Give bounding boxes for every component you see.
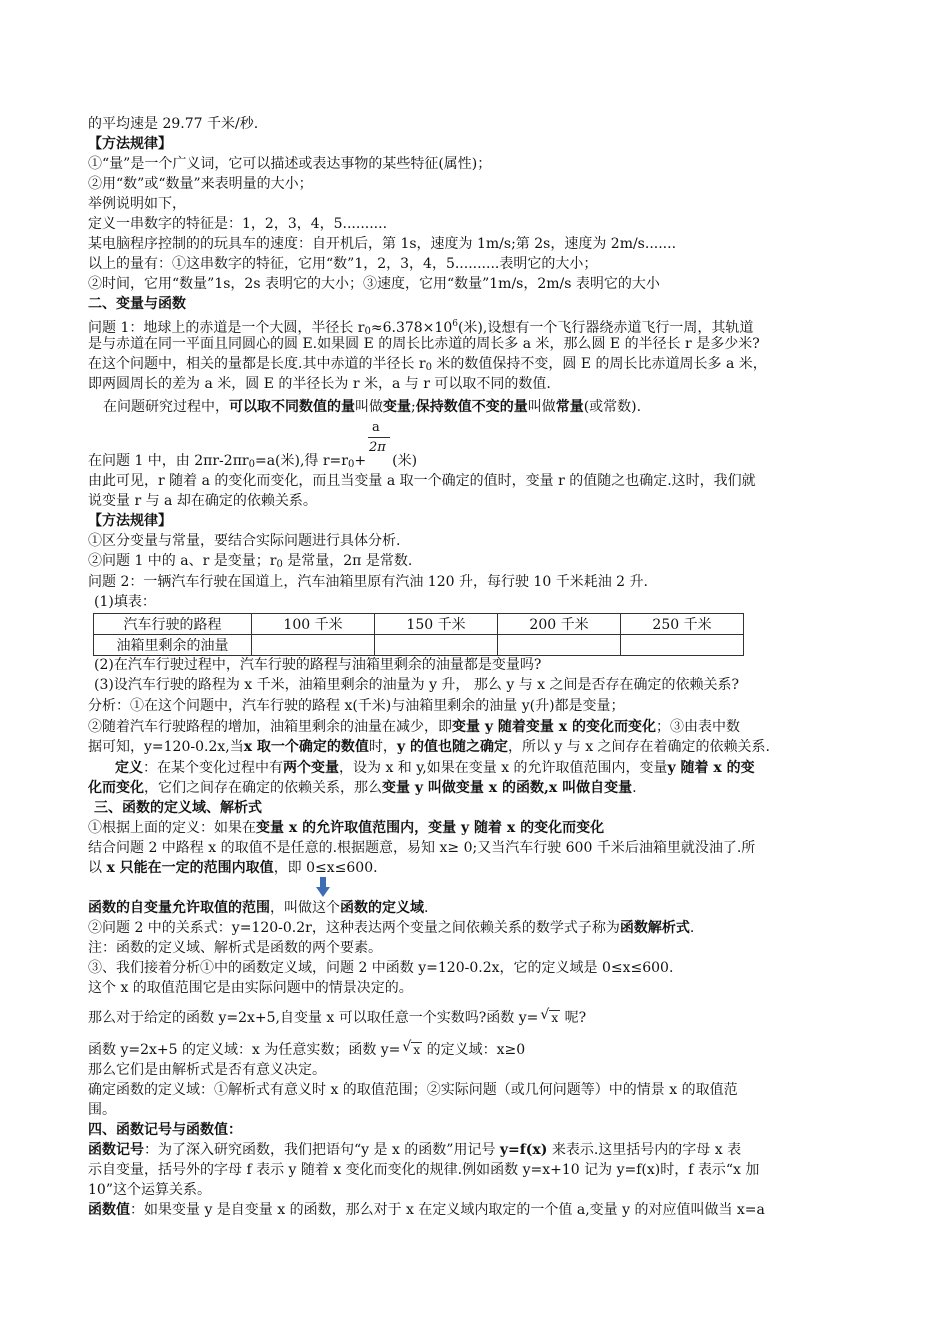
table-cell	[621, 635, 744, 656]
text-line: 由此可见，r 随着 a 的变化而变化，而且当变量 a 取一个确定的值时，变量 r 的值随之也确定.这时，我们就	[88, 473, 756, 489]
definition-line: 定义：在某个变化过程中有两个变量，设为 x 和 y,如果在变量 x 的允许取值范围内，变量y 随着 x 的变	[115, 760, 755, 776]
text-line: (2)在汽车行驶过程中，汽车行驶的路程与油箱里剩余的油量都是变量吗?	[94, 657, 542, 673]
text-line: 结合问题 2 中路程 x 的取值不是任意的.根据题意，易知 x≥ 0;又当汽车行驶 600 千米后油箱里就没油了.所	[88, 840, 756, 856]
table-cell: 汽车行驶的路程	[94, 614, 252, 635]
section-heading: 【方法规律】	[88, 513, 172, 529]
text-line: 即两圆周长的差为 a 米，圆 E 的半径长为 r 米，a 与 r 可以取不同的数值.	[88, 376, 551, 392]
text-line: 在这个问题中，相关的量都是长度.其中赤道的半径长 $r_0$ 米的数值保持不变，圆 E 的周长比赤道周长多 a 米，	[88, 356, 767, 373]
text-line: 函数值：如果变量 y 是自变量 x 的函数，那么对于 x 在定义域内取定的一个值 a,变量 y 的对应值叫做当 x=a	[88, 1202, 765, 1218]
text-line: ①“量”是一个广义词，它可以描述或表达事物的某些特征(属性)；	[88, 156, 492, 172]
text-line: (1)填表：	[94, 594, 156, 610]
text-line: 围。	[88, 1102, 116, 1118]
table-cell	[252, 635, 375, 656]
fill-in-table	[93, 613, 744, 656]
text-line: 函数的自变量允许取值的范围，叫做这个函数的定义域.	[88, 900, 429, 916]
text-line: ①根据上面的定义：如果在变量 x 的允许取值范围内，变量 y 随着 x 的变化而变化	[88, 820, 605, 836]
text-line: 问题 1：地球上的赤道是一个大圆，半径长 $r_0\approx 6.378\times 10^6$(米),设想有一个飞行器绕赤道飞行一周，其轨道	[88, 319, 754, 337]
text-line: ②问题 1 中的 a、r 是变量；$r_0$ 是常量，2π 是常数.	[88, 553, 413, 570]
text-line: 某电脑程序控制的的玩具车的速度：自开机后，第 1s，速度为 1m/s;第 2s，速度为 2m/s.......	[88, 236, 677, 252]
text-line: ①区分变量与常量，要结合实际问题进行具体分析.	[88, 533, 401, 549]
text-line: 函数记号：为了深入研究函数，我们把语句“y 是 x 的函数”用记号 y=f(x) 来表示.这里括号内的字母 x 表	[88, 1142, 742, 1158]
down-arrow-icon	[316, 877, 330, 897]
text-line: ②随着汽车行驶路程的增加，油箱里剩余的油量在减少，即变量 y 随着变量 x 的变化而变化；③由表中数	[88, 719, 740, 735]
text-line: 以上的量有：①这串数字的特征，它用“数”1，2，3，4，5..........表明它的大小；	[88, 256, 598, 272]
text-line: 的平均速是 29.77 千米/秒.	[88, 116, 259, 132]
text-line: 这个 x 的取值范围它是由实际问题中的情景决定的。	[88, 980, 413, 996]
text-line: 说变量 r 与 a 却在确定的依赖关系。	[88, 493, 317, 509]
text-line: 举例说明如下，	[88, 196, 186, 212]
text-line: ②用“数”或“数量”来表明量的大小；	[88, 176, 313, 192]
text-line: 是与赤道在同一平面且同圆心的圆 E.如果圆 E 的周长比赤道的周长多 a 米，那么圆 E 的半径长 r 是多少米?	[88, 336, 760, 352]
fraction-denominator: 2π	[369, 440, 386, 455]
table-cell	[498, 635, 621, 656]
text-line: 注：函数的定义域、解析式是函数的两个要素。	[88, 940, 382, 956]
text-line: 确定函数的定义域：①解析式有意义时 x 的取值范围；②实际问题（或几何问题等）中的情景 x 的取值范	[88, 1082, 738, 1098]
text-line: ②问题 2 中的关系式：y=120-0.2r，这种表达两个变量之间依赖关系的数学式子称为函数解析式.	[88, 920, 695, 936]
sqrt-symbol: √ x	[540, 1007, 559, 1025]
text-line: 问题 2：一辆汽车行驶在国道上，汽车油箱里原有汽油 120 升，每行驶 10 千米耗油 2 升.	[88, 574, 648, 590]
table-cell	[375, 635, 498, 656]
text-line: 函数 y=2x+5 的定义域：x 为任意实数；函数 y= √ x 的定义域：x≥0	[88, 1039, 526, 1058]
section-heading: 四、函数记号与函数值：	[88, 1122, 242, 1138]
text-line: ③、我们接着分析①中的函数定义域，问题 2 中函数 y=120-0.2x，它的定义域是 0≤x≤600.	[88, 960, 674, 976]
text-line: 示自变量，括号外的字母 f 表示 y 随着 x 变化而变化的规律.例如函数 y=x+10 记为 y=f(x)时，f 表示“x 加	[88, 1162, 760, 1178]
sqrt-symbol: √ x	[402, 1039, 421, 1057]
section-heading: 二、变量与函数	[88, 296, 186, 312]
definition-line: 在问题研究过程中，可以取不同数值的量叫做变量;保持数值不变的量叫做常量(或常数).	[103, 399, 642, 415]
table-cell: 200 千米	[498, 614, 621, 635]
text-line: 定义一串数字的特征是：1，2，3，4，5..........	[88, 216, 388, 232]
table-row	[94, 614, 744, 635]
table-cell: 100 千米	[252, 614, 375, 635]
table-cell: 油箱里剩余的油量	[94, 635, 252, 656]
fraction-numerator: a	[372, 420, 380, 435]
text-line: 据可知，y=120-0.2x,当x 取一个确定的数值时，y 的值也随之确定，所以 y 与 x 之间存在着确定的依赖关系.	[88, 739, 771, 755]
text-line: 分析：①在这个问题中，汽车行驶的路程 x(千米)与油箱里剩余的油量 y(升)都是变量；	[88, 698, 625, 714]
text-line: (3)设汽车行驶的路程为 x 千米，油箱里剩余的油量为 y 升， 那么 y 与 x 之间是否存在确定的依赖关系?	[94, 677, 739, 693]
text-line: 以 x 只能在一定的范围内取值，即 0≤x≤600.	[88, 860, 378, 876]
section-heading: 【方法规律】	[88, 136, 172, 152]
definition-line: 化而变化，它们之间存在确定的依赖关系，那么变量 y 叫做变量 x 的函数,x 叫做自变量.	[88, 780, 637, 796]
table-cell: 150 千米	[375, 614, 498, 635]
text-line: ②时间，它用“数量”1s，2s 表明它的大小；③速度，它用“数量”1m/s，2m/s 表明它的大小	[88, 276, 660, 292]
section-heading: 三、函数的定义域、解析式	[94, 800, 262, 816]
text-line: 10”这个运算关系。	[88, 1182, 211, 1198]
text-line: 那么它们是由解析式是否有意义决定。	[88, 1062, 326, 1078]
formula-line: 在问题 1 中，由 $2\pi r-2\pi r_0=a$(米),得 $r=r_0+$ (米)	[88, 453, 418, 470]
fraction-bar	[368, 437, 390, 438]
text-line: 那么对于给定的函数 y=2x+5,自变量 x 可以取任意一个实数吗?函数 y= √ x 呢?	[88, 1007, 587, 1026]
table-row	[94, 635, 744, 656]
table-cell: 250 千米	[621, 614, 744, 635]
